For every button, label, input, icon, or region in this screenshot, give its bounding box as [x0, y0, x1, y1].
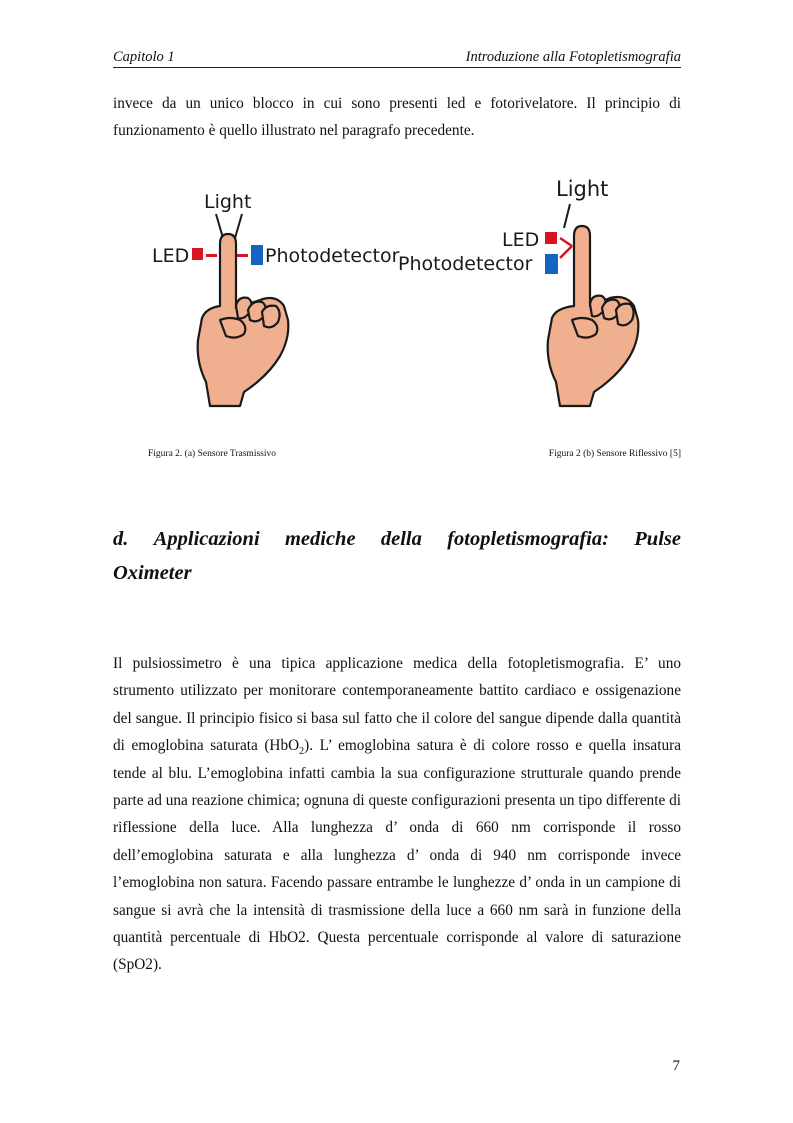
chapter-title: Introduzione alla Fotopletismografia [465, 49, 681, 65]
right-led-beam-out [560, 246, 572, 258]
left-led-square [192, 248, 203, 260]
sensor-figure [140, 170, 644, 410]
left-light-label: Light [204, 191, 252, 213]
left-detector-label: Photodetector [265, 245, 400, 267]
section-heading-line-1: d. Applicazioni mediche della fotopletismografia: Pulse [113, 528, 681, 550]
right-light-line [564, 204, 570, 228]
reflective-sensor-illustration [398, 177, 638, 406]
page-number: 7 [672, 1058, 680, 1074]
left-detector-square [251, 245, 263, 265]
right-detector-square [545, 254, 558, 274]
right-hand-icon [548, 226, 639, 406]
figure-caption-b: Figura 2 (b) Sensore Riflessivo [5] [548, 449, 681, 459]
left-led-beam-2 [237, 254, 248, 257]
right-led-label: LED [502, 229, 540, 251]
intro-paragraph: invece da un unico blocco in cui sono presenti led e fotorivelatore. Il principio di funzionamento è quello illustrato nel paragrafo precedente. [113, 95, 681, 140]
left-led-label: LED [152, 245, 190, 267]
section-heading-line-2: Oximeter [113, 562, 192, 584]
figure-caption-a: Figura 2. (a) Sensore Trasmissivo [148, 449, 276, 459]
section-heading [113, 522, 681, 590]
left-led-beam-1 [206, 254, 217, 257]
transmissive-sensor-illustration [152, 191, 400, 406]
right-led-square [545, 232, 557, 244]
right-light-label: Light [556, 177, 609, 201]
running-header [113, 47, 681, 68]
left-light-line-2 [235, 214, 242, 238]
body-paragraph: Il pulsiossimetro è una tipica applicazione medica della fotopletismografia. E’ uno strumento utilizzato per monitorare contemporaneamente battito cardiaco e ossigenazione del sangue. Il principio fisico si basa sul fatto che il colore del sangue dipende dalla quantità di emoglobina saturata (HbO$_2$). L’ emoglobina satura è di colore rosso e quella insatura tende al blu. L’emoglobina infatti cambia la sua configurazione strutturale quando prende parte ad una reazione chimica; ognuna di queste configurazioni presenta un tipo differente di riflessione della luce. Alla lunghezza d’ onda di 660 nm corrisponde il rosso dell’emoglobina saturata e alla lunghezza d’ onda di 940 nm corrisponde invece l’emoglobina non satura. Facendo passare entrambe le lunghezze d’ onda in un campione di sangue si avrà che la intensità di trasmissione della luce a 660 nm sarà in funzione della quantità percentuale di HbO2. Questa percentuale corrisponde al valore di saturazione (SpO2). [113, 655, 681, 974]
right-led-beam-in [560, 238, 572, 246]
right-detector-label: Photodetector [398, 253, 533, 275]
left-light-line-1 [216, 214, 223, 238]
chapter-label: Capitolo 1 [113, 49, 175, 65]
